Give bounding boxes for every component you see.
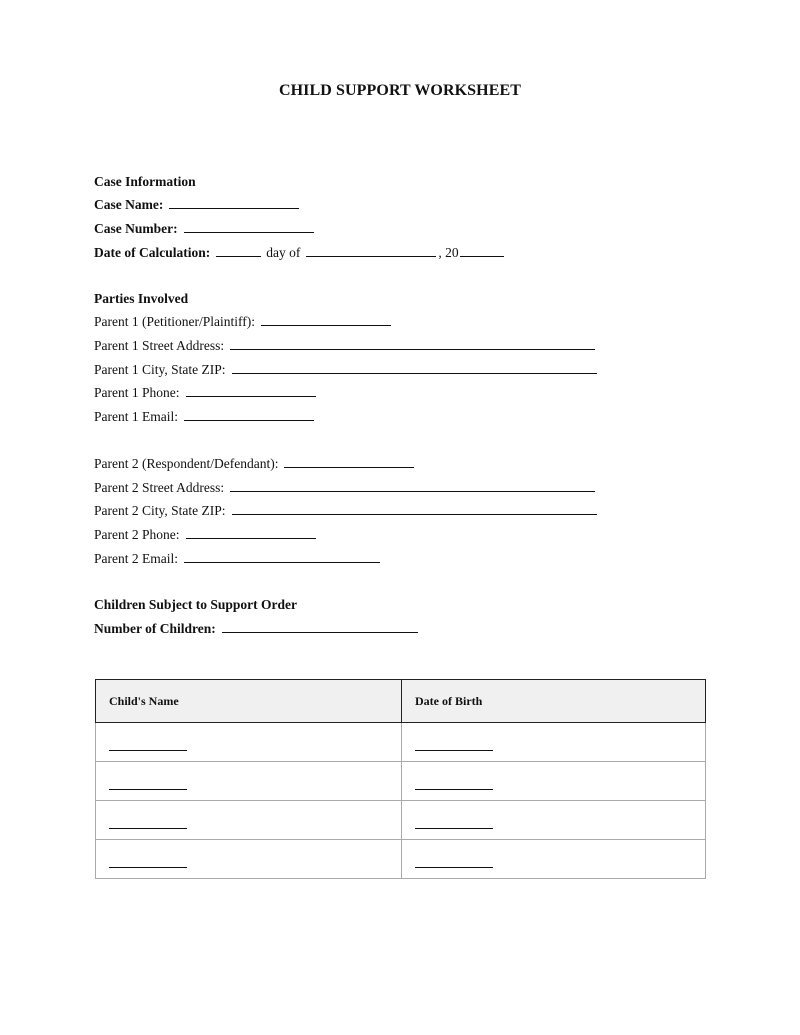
child-name-blank — [109, 789, 187, 790]
year-prefix-text: , 20 — [438, 245, 459, 260]
children-count-row — [94, 621, 418, 637]
p1-street-field[interactable] — [230, 338, 595, 350]
child-name-cell[interactable] — [96, 723, 402, 762]
page-title: CHILD SUPPORT WORKSHEET — [278, 82, 522, 99]
children-count-label: Number of Children: — [94, 621, 216, 636]
case-name-field[interactable] — [169, 197, 299, 209]
dob-blank — [415, 750, 493, 751]
children-heading: Children Subject to Support Order — [94, 597, 298, 612]
case-number-row — [94, 221, 314, 237]
p2-phone-row — [94, 527, 316, 543]
p2-street-label: Parent 2 Street Address: — [94, 480, 225, 495]
day-of-text: day of — [266, 245, 301, 260]
dob-cell[interactable] — [402, 840, 706, 879]
case-name-row — [94, 197, 299, 213]
p1-street-row — [94, 338, 595, 354]
p1-phone-field[interactable] — [186, 385, 316, 397]
case-name-label: Case Name: — [94, 197, 164, 212]
p2-name-field[interactable] — [284, 456, 414, 468]
p1-city-label: Parent 1 City, State ZIP: — [94, 362, 226, 377]
child-name-blank — [109, 867, 187, 868]
child-name-cell[interactable] — [96, 840, 402, 879]
p2-city-row — [94, 503, 597, 519]
p1-phone-row — [94, 385, 316, 401]
case-number-label: Case Number: — [94, 221, 178, 236]
table-row — [96, 723, 706, 762]
dob-cell[interactable] — [402, 723, 706, 762]
p2-city-label: Parent 2 City, State ZIP: — [94, 503, 226, 518]
child-name-blank — [109, 750, 187, 751]
date-month-field[interactable] — [306, 245, 436, 257]
case-number-field[interactable] — [184, 221, 314, 233]
p1-city-row — [94, 362, 597, 378]
p1-email-label: Parent 1 Email: — [94, 409, 178, 424]
p1-email-field[interactable] — [184, 409, 314, 421]
p1-phone-label: Parent 1 Phone: — [94, 385, 180, 400]
table-header-row — [96, 680, 706, 723]
p2-phone-label: Parent 2 Phone: — [94, 527, 180, 542]
p2-street-field[interactable] — [230, 480, 595, 492]
p2-name-label: Parent 2 (Respondent/Defendant): — [94, 456, 279, 471]
p2-email-field[interactable] — [184, 551, 380, 563]
p2-city-field[interactable] — [232, 503, 597, 515]
date-row — [94, 245, 504, 261]
child-name-cell[interactable] — [96, 801, 402, 840]
dob-blank — [415, 828, 493, 829]
p1-name-row — [94, 314, 391, 330]
date-day-field[interactable] — [216, 245, 261, 257]
child-name-blank — [109, 828, 187, 829]
p2-street-row — [94, 480, 595, 496]
p2-phone-field[interactable] — [186, 527, 316, 539]
dob-header: Date of Birth — [402, 680, 706, 723]
date-year-field[interactable] — [460, 245, 504, 257]
dob-cell[interactable] — [402, 762, 706, 801]
p1-email-row — [94, 409, 314, 425]
dob-blank — [415, 789, 493, 790]
children-table — [95, 679, 706, 879]
case-info-heading: Case Information — [94, 174, 196, 189]
p2-email-row — [94, 551, 380, 567]
p2-email-label: Parent 2 Email: — [94, 551, 178, 566]
child-name-cell[interactable] — [96, 762, 402, 801]
p1-street-label: Parent 1 Street Address: — [94, 338, 225, 353]
p1-city-field[interactable] — [232, 362, 597, 374]
p1-name-label: Parent 1 (Petitioner/Plaintiff): — [94, 314, 255, 329]
p1-name-field[interactable] — [261, 314, 391, 326]
table-row — [96, 762, 706, 801]
children-count-field[interactable] — [222, 621, 418, 633]
table-row — [96, 840, 706, 879]
dob-cell[interactable] — [402, 801, 706, 840]
p2-name-row — [94, 456, 414, 472]
child-name-header: Child's Name — [96, 680, 402, 723]
dob-blank — [415, 867, 493, 868]
table-row — [96, 801, 706, 840]
date-label: Date of Calculation: — [94, 245, 211, 260]
parties-heading: Parties Involved — [94, 291, 189, 306]
